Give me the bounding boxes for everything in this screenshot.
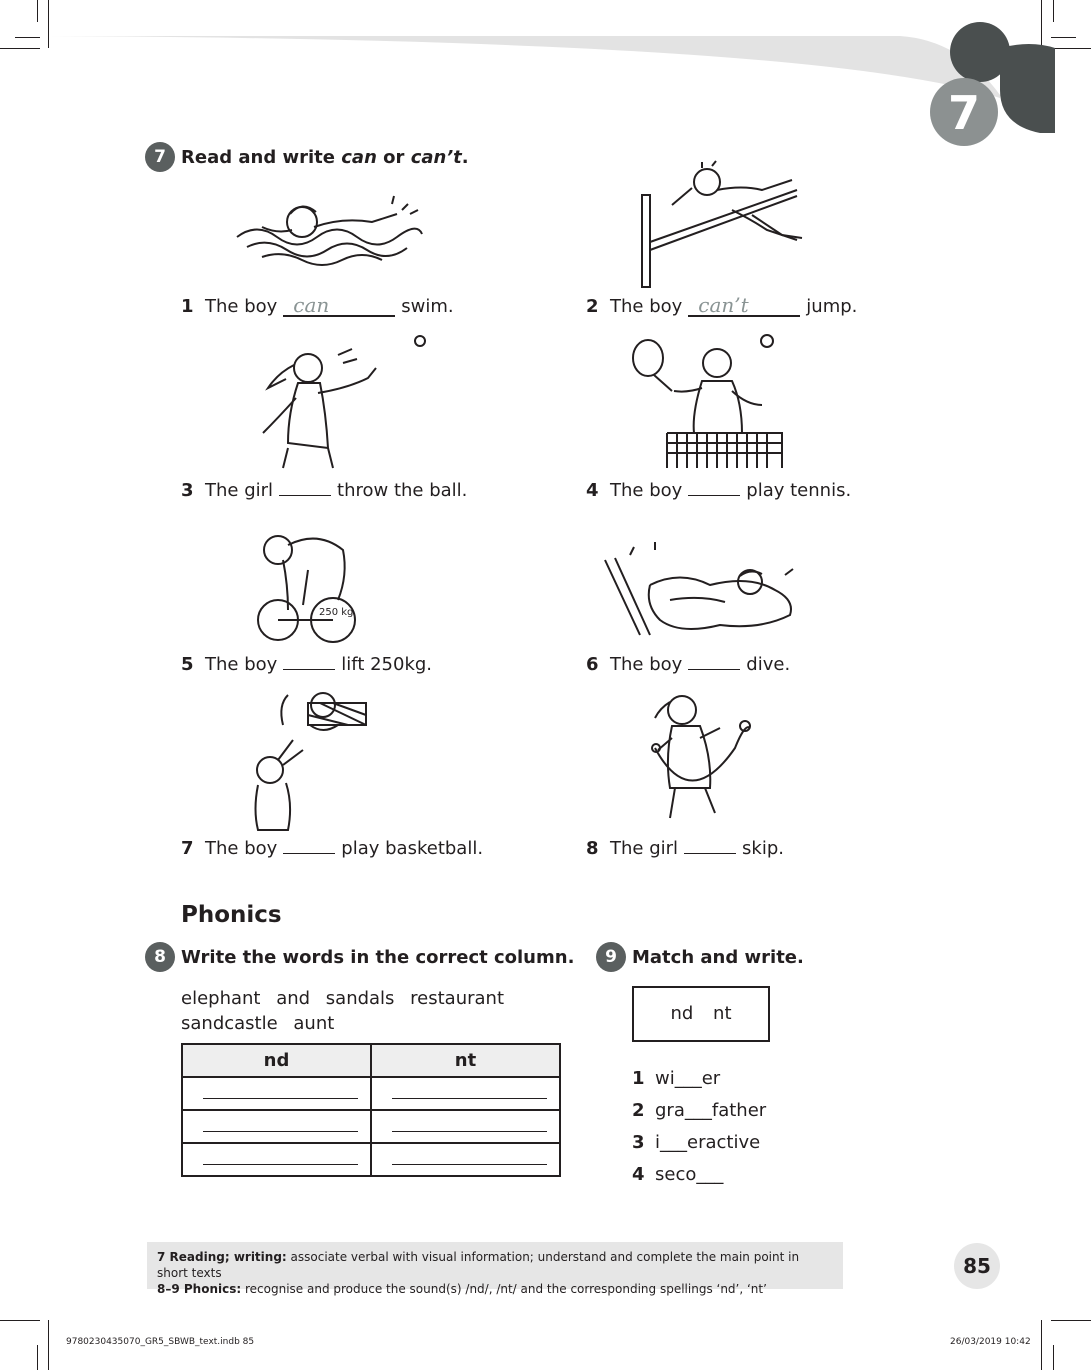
heading-text: Match and write. <box>632 946 804 968</box>
item-number: 3 <box>181 480 194 501</box>
heading-can: can <box>341 146 377 168</box>
exercise-7-heading <box>145 142 469 172</box>
heading-text: Read and write <box>181 146 335 168</box>
boy-lifting-weights-illustration <box>248 525 368 645</box>
item-number: 4 <box>586 480 599 501</box>
exercise-number-badge: 9 <box>596 942 626 972</box>
answer-cell[interactable] <box>371 1110 560 1143</box>
word-bank-line-1: elephant and sandals restaurant <box>181 988 505 1009</box>
table-row <box>182 1110 560 1143</box>
sentence-8 <box>586 838 784 859</box>
footer-label-2: 8–9 Phonics: <box>157 1282 242 1296</box>
sentence-start: The girl <box>610 838 679 859</box>
item-number: 8 <box>586 838 599 859</box>
answer-blank[interactable] <box>688 656 740 670</box>
sentence-end: throw the ball. <box>337 480 468 501</box>
match-item-4[interactable] <box>632 1164 723 1185</box>
sentence-4 <box>586 480 851 501</box>
phonics-title: Phonics <box>181 902 282 928</box>
girl-skipping-illustration <box>640 688 765 833</box>
match-item-3[interactable] <box>632 1132 760 1153</box>
boy-basketball-illustration <box>248 685 373 835</box>
sentence-start: The girl <box>205 480 274 501</box>
sentence-2 <box>586 295 857 317</box>
answer-cell[interactable] <box>182 1077 371 1110</box>
sentence-end: swim. <box>401 296 454 317</box>
footer-text-1: associate verbal with visual information; understand and complete the main point in short texts <box>157 1250 800 1280</box>
table-row <box>182 1077 560 1110</box>
match-item-1[interactable] <box>632 1068 720 1089</box>
sorting-table <box>181 1043 561 1177</box>
boy-playing-tennis-illustration <box>632 333 822 473</box>
sentence-6 <box>586 654 790 675</box>
sentence-end: play basketball. <box>341 838 484 859</box>
answer-blank[interactable] <box>283 840 335 854</box>
item-number: 2 <box>586 296 599 317</box>
sentence-end: skip. <box>742 838 784 859</box>
column-header-nd: nd <box>182 1044 371 1077</box>
answer-cell[interactable] <box>182 1110 371 1143</box>
boy-diving-illustration <box>600 540 805 640</box>
print-slug-file: 9780230435070_GR5_SBWB_text.indb 85 <box>66 1337 255 1347</box>
item-number: 1 <box>632 1068 645 1089</box>
heading-text: Write the words in the correct column. <box>181 946 575 968</box>
answer-blank[interactable] <box>688 482 740 496</box>
match-word: wi___er <box>655 1068 721 1089</box>
column-header-nt: nt <box>371 1044 560 1077</box>
girl-throwing-ball-illustration <box>248 333 438 473</box>
item-number: 2 <box>632 1100 645 1121</box>
match-item-2[interactable] <box>632 1100 766 1121</box>
heading-period: . <box>461 146 469 168</box>
match-word: gra___father <box>655 1100 767 1121</box>
sentence-start: The boy <box>205 296 278 317</box>
header-decoration <box>0 0 1091 160</box>
sentence-end: play tennis. <box>746 480 852 501</box>
footer-label-1: 7 Reading; writing: <box>157 1250 287 1264</box>
item-number: 7 <box>181 838 194 859</box>
unit-number-badge: 7 <box>930 78 998 146</box>
sentence-3 <box>181 480 467 501</box>
answer-blank[interactable] <box>283 656 335 670</box>
item-number: 1 <box>181 296 194 317</box>
answer-cell[interactable] <box>371 1143 560 1176</box>
exercise-9-heading <box>596 942 804 972</box>
heading-cant: can’t <box>410 146 462 168</box>
word-bank-line-2: sandcastle aunt <box>181 1013 335 1034</box>
item-number: 3 <box>632 1132 645 1153</box>
sentence-1 <box>181 295 454 317</box>
weight-label: 250 kg <box>319 607 354 618</box>
answer-blank[interactable]: can <box>283 295 395 317</box>
table-row <box>182 1143 560 1176</box>
page-number: 85 <box>954 1243 1000 1289</box>
exercise-number-badge: 7 <box>145 142 175 172</box>
sentence-end: lift 250kg. <box>341 654 433 675</box>
sentence-start: The boy <box>205 838 278 859</box>
heading-or: or <box>383 146 405 168</box>
answer-cell[interactable] <box>182 1143 371 1176</box>
sentence-start: The boy <box>610 296 683 317</box>
footer-text-2: recognise and produce the sound(s) /nd/, /nt/ and the corresponding spellings ‘nd’, ‘nt’ <box>245 1282 767 1296</box>
item-number: 4 <box>632 1164 645 1185</box>
answer-blank[interactable] <box>684 840 736 854</box>
sentence-end: jump. <box>806 296 858 317</box>
sentence-start: The boy <box>610 654 683 675</box>
exercise-8-heading <box>145 942 574 972</box>
high-jump-boy-illustration <box>632 160 822 290</box>
print-slug-date: 26/03/2019 10:42 <box>950 1337 1031 1347</box>
word-bank <box>181 986 561 1036</box>
curriculum-footer <box>147 1242 843 1296</box>
exercise-number-badge: 8 <box>145 942 175 972</box>
swimming-boy-illustration <box>232 192 427 272</box>
sentence-start: The boy <box>205 654 278 675</box>
answer-cell[interactable] <box>371 1077 560 1110</box>
answer-blank[interactable]: can’t <box>688 295 800 317</box>
item-number: 5 <box>181 654 194 675</box>
match-word: i___eractive <box>655 1132 761 1153</box>
spelling-options-box: nd nt <box>632 986 770 1042</box>
answer-blank[interactable] <box>279 482 331 496</box>
sentence-5 <box>181 654 432 675</box>
match-word: seco___ <box>655 1164 724 1185</box>
sentence-start: The boy <box>610 480 683 501</box>
sentence-7 <box>181 838 483 859</box>
item-number: 6 <box>586 654 599 675</box>
sentence-end: dive. <box>746 654 791 675</box>
